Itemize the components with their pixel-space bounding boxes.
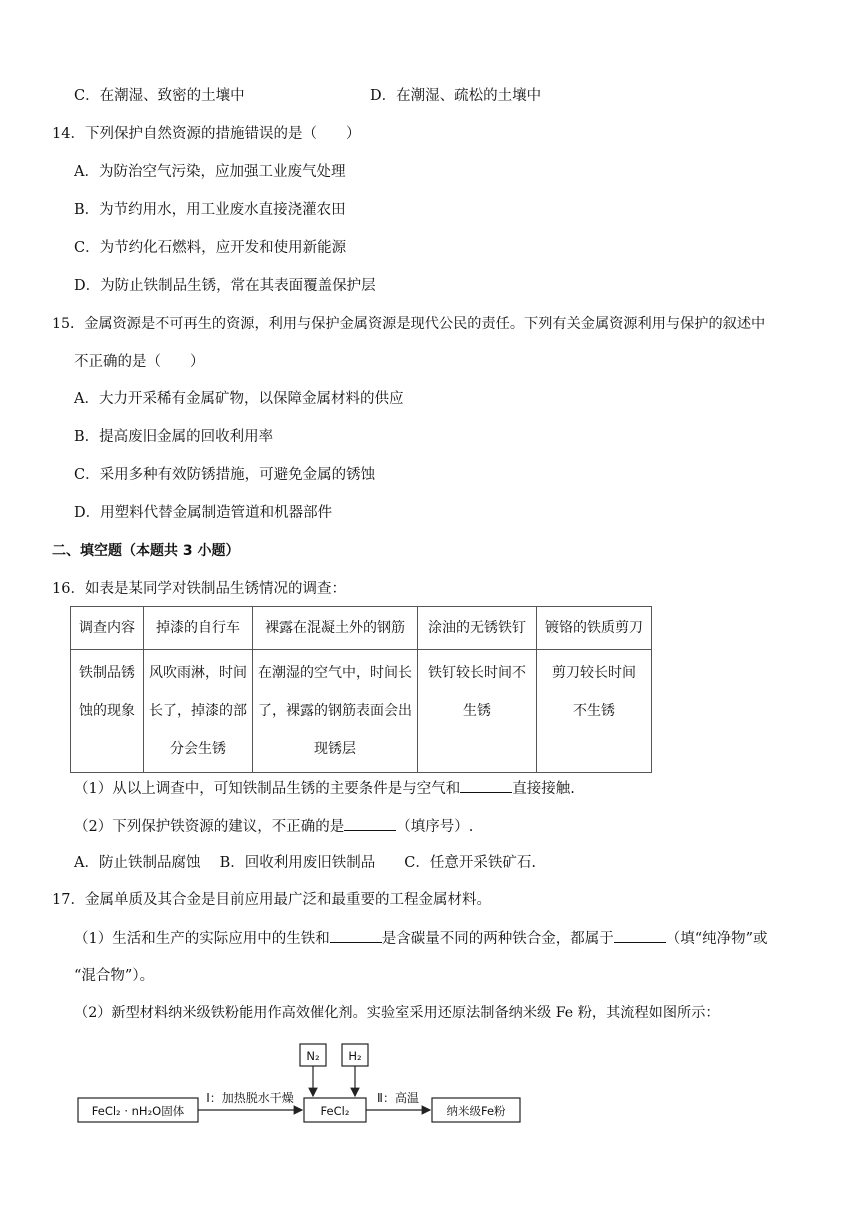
flow-end-label: 纳米级Fe粉 <box>446 1104 506 1118</box>
cell-line: 长了，掉漆的部 <box>149 703 247 719</box>
q17-sub1-continued: “混合物”）。 <box>74 968 155 984</box>
q16-sub2-before: （2）下列保护铁资源的建议，不正确的是 <box>74 819 345 835</box>
flow-middle-label: FeCl₂ <box>320 1104 350 1118</box>
flow-n2-label: N₂ <box>306 1049 320 1063</box>
table-header-cell: 掉漆的自行车 <box>144 607 253 650</box>
q14-option-c: C．为节约化石燃料，应开发和使用新能源 <box>74 240 347 256</box>
q17-sub1-b: 是含碳量不同的两种铁合金，都属于 <box>381 931 614 947</box>
cell-line: 铁制品锈 <box>79 665 135 681</box>
q15-stem-line2: 不正确的是（ ） <box>74 354 205 370</box>
table-header-cell: 裸露在混凝土外的钢筋 <box>253 607 418 650</box>
cell-line: 在潮湿的空气中，时间长 <box>258 665 412 681</box>
q15-stem-line1: 15．金属资源是不可再生的资源，利用与保护金属资源是现代公民的责任。下列有关金属资源利用与保护的叙述中 <box>52 316 766 332</box>
cell-line: 分会生锈 <box>170 741 226 757</box>
q17-sub1-a: （1）生活和生产的实际应用中的生铁和 <box>74 931 330 947</box>
flow-diagram <box>70 1040 540 1130</box>
q17-sub1-c: （填“纯净物”或 <box>665 931 768 947</box>
q17-sub1 <box>74 928 768 949</box>
flow-step1-label: Ⅰ：加热脱水干燥 <box>206 1091 294 1105</box>
answer-blank[interactable] <box>460 778 512 793</box>
table-cell <box>418 650 537 773</box>
answer-blank[interactable] <box>614 928 666 943</box>
q13-option-c: C．在潮湿、致密的土壤中 <box>74 88 245 104</box>
answer-blank[interactable] <box>344 816 396 831</box>
table-cell <box>537 650 652 773</box>
survey-table <box>70 606 652 773</box>
table-header-cell: 调查内容 <box>71 607 144 650</box>
table-row-label <box>71 650 144 773</box>
q16-choices: A．防止铁制品腐蚀 B．回收利用废旧铁制品 C．任意开采铁矿石. <box>74 855 536 871</box>
table-header-cell: 镀铬的铁质剪刀 <box>537 607 652 650</box>
answer-blank[interactable] <box>330 928 382 943</box>
q15-option-d: D．用塑料代替金属制造管道和机器部件 <box>74 505 333 521</box>
flow-h2-label: H₂ <box>348 1049 362 1063</box>
cell-line: 现锈层 <box>314 741 356 757</box>
table-cell <box>253 650 418 773</box>
q13-option-d: D．在潮湿、疏松的土壤中 <box>370 88 542 104</box>
q17-sub2: （2）新型材料纳米级铁粉能用作高效催化剂。实验室采用还原法制备纳米级 Fe 粉，其流程如图所示： <box>74 1005 720 1021</box>
q14-option-b: B．为节约用水，用工业废水直接浇灌农田 <box>74 202 346 218</box>
q16-sub1 <box>74 778 575 799</box>
table-row <box>71 650 652 773</box>
q16-sub2-after: （填序号）. <box>396 819 474 835</box>
q16-sub1-before: （1）从以上调查中，可知铁制品生锈的主要条件是与空气和 <box>74 781 461 797</box>
q16-sub1-after: 直接接触. <box>512 781 575 797</box>
section-title: 二、填空题（本题共 3 小题） <box>52 543 240 559</box>
q16-stem: 16．如表是某同学对铁制品生锈情况的调查： <box>52 581 346 597</box>
cell-line: 生锈 <box>463 703 491 719</box>
q16-sub2 <box>74 816 473 837</box>
q14-option-d: D．为防止铁制品生锈，常在其表面覆盖保护层 <box>74 278 376 294</box>
flow-start-label: FeCl₂ · nH₂O固体 <box>91 1104 185 1118</box>
q17-stem: 17．金属单质及其合金是目前应用最广泛和最重要的工程金属材料。 <box>52 892 491 908</box>
q15-option-a: A．大力开采稀有金属矿物，以保障金属材料的供应 <box>74 391 404 407</box>
cell-line: 剪刀较长时间 <box>552 665 636 681</box>
cell-line: 蚀的现象 <box>79 703 135 719</box>
cell-line: 不生锈 <box>573 703 615 719</box>
cell-line: 了，裸露的钢筋表面会出 <box>258 703 412 719</box>
q14-stem: 14．下列保护自然资源的措施错误的是（ ） <box>52 126 361 142</box>
q15-option-c: C．采用多种有效防锈措施，可避免金属的锈蚀 <box>74 467 376 483</box>
flow-step2-label: Ⅱ：高温 <box>377 1091 419 1105</box>
cell-line: 风吹雨淋，时间 <box>149 665 247 681</box>
cell-line: 铁钉较长时间不 <box>428 665 526 681</box>
table-header-cell: 涂油的无锈铁钉 <box>418 607 537 650</box>
table-header-row <box>71 607 652 650</box>
q14-option-a: A．为防治空气污染，应加强工业废气处理 <box>74 164 346 180</box>
q15-option-b: B．提高废旧金属的回收利用率 <box>74 429 274 445</box>
table-cell <box>144 650 253 773</box>
